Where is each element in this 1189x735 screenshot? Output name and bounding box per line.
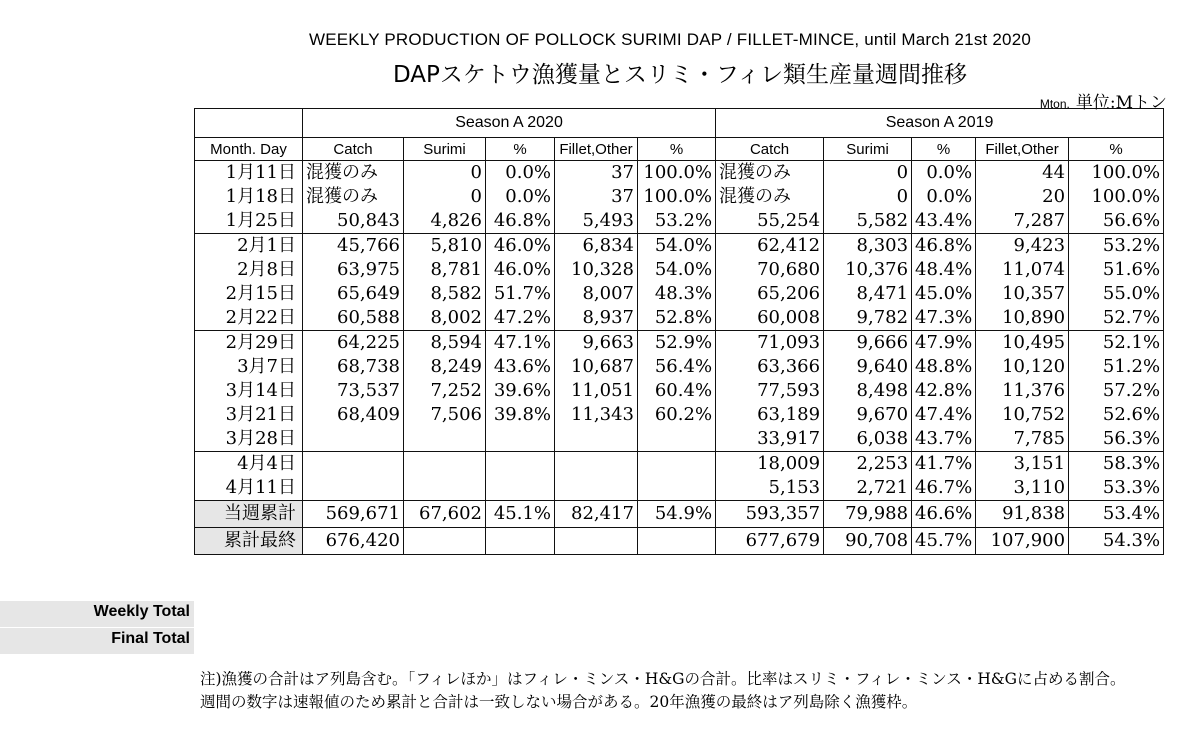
week-group — [195, 161, 1164, 234]
table-cell — [303, 427, 404, 452]
table-cell: 8,781 — [404, 258, 486, 282]
table-cell: 8,007 — [555, 282, 638, 306]
table-row — [195, 161, 1164, 186]
table-cell: 10,752 — [976, 403, 1069, 427]
date-cell: 4月11日 — [195, 476, 303, 501]
table-cell — [638, 452, 716, 477]
table-cell: 39.8% — [486, 403, 555, 427]
table-cell — [555, 476, 638, 501]
table-cell: 52.9% — [638, 331, 716, 356]
column-header: Surimi — [824, 138, 912, 161]
table-cell: 9,663 — [555, 331, 638, 356]
table-cell: 46.8% — [912, 234, 976, 259]
table-cell: 53.3% — [1069, 476, 1164, 501]
week-group — [195, 331, 1164, 452]
table-cell: 9,666 — [824, 331, 912, 356]
table-row — [195, 209, 1164, 234]
table-cell — [638, 528, 716, 555]
table-cell: 569,671 — [303, 501, 404, 528]
table-cell: 混獲のみ — [303, 161, 404, 186]
table-cell: 57.2% — [1069, 379, 1164, 403]
table-cell: 60.2% — [638, 403, 716, 427]
table-cell: 56.4% — [638, 355, 716, 379]
table-cell: 7,506 — [404, 403, 486, 427]
table-row — [195, 234, 1164, 259]
total-label: 当週累計 — [195, 501, 303, 528]
table-cell: 77,593 — [716, 379, 824, 403]
table-cell: 90,708 — [824, 528, 912, 555]
column-header: Fillet,Other — [555, 138, 638, 161]
table-cell: 11,074 — [976, 258, 1069, 282]
table-cell: 64,225 — [303, 331, 404, 356]
table-cell: 55.0% — [1069, 282, 1164, 306]
table-cell: 47.1% — [486, 331, 555, 356]
table-row — [195, 185, 1164, 209]
table-cell — [404, 476, 486, 501]
date-cell: 1月25日 — [195, 209, 303, 234]
column-header: Catch — [303, 138, 404, 161]
table-cell: 18,009 — [716, 452, 824, 477]
table-cell: 8,249 — [404, 355, 486, 379]
table-cell: 3,110 — [976, 476, 1069, 501]
table-cell: 52.8% — [638, 306, 716, 331]
table-cell: 45.7% — [912, 528, 976, 555]
total-row — [195, 501, 1164, 528]
weekly-total-label: Weekly Total — [93, 603, 190, 620]
table-cell — [486, 452, 555, 477]
table-cell: 11,051 — [555, 379, 638, 403]
table-row — [195, 282, 1164, 306]
table-cell — [404, 452, 486, 477]
season-2019-header: Season A 2019 — [716, 109, 1164, 138]
table-cell: 52.6% — [1069, 403, 1164, 427]
table-cell: 100.0% — [1069, 161, 1164, 186]
table-cell: 56.6% — [1069, 209, 1164, 234]
table-cell: 混獲のみ — [303, 185, 404, 209]
final-total-label: Final Total — [111, 630, 190, 647]
table-cell: 60,008 — [716, 306, 824, 331]
table-cell: 8,002 — [404, 306, 486, 331]
table-cell — [486, 528, 555, 555]
table-cell: 107,900 — [976, 528, 1069, 555]
table-cell: 63,189 — [716, 403, 824, 427]
table-cell: 51.7% — [486, 282, 555, 306]
table-cell: 10,495 — [976, 331, 1069, 356]
table-cell: 10,687 — [555, 355, 638, 379]
table-cell: 100.0% — [638, 185, 716, 209]
table-cell: 0 — [824, 161, 912, 186]
date-cell: 2月1日 — [195, 234, 303, 259]
table-cell: 10,376 — [824, 258, 912, 282]
table-cell: 53.4% — [1069, 501, 1164, 528]
table-cell: 676,420 — [303, 528, 404, 555]
column-header: % — [912, 138, 976, 161]
table-cell: 0.0% — [486, 185, 555, 209]
table-cell: 39.6% — [486, 379, 555, 403]
table-cell: 60.4% — [638, 379, 716, 403]
table-cell: 10,120 — [976, 355, 1069, 379]
table-cell: 677,679 — [716, 528, 824, 555]
table-cell: 46.0% — [486, 234, 555, 259]
table-cell: 48.8% — [912, 355, 976, 379]
table-cell: 65,649 — [303, 282, 404, 306]
table-row — [195, 403, 1164, 427]
table-cell: 44 — [976, 161, 1069, 186]
table-cell — [555, 528, 638, 555]
column-header: % — [486, 138, 555, 161]
column-header: % — [1069, 138, 1164, 161]
table-cell — [486, 427, 555, 452]
table-cell: 73,537 — [303, 379, 404, 403]
table-cell: 46.7% — [912, 476, 976, 501]
table-cell: 10,357 — [976, 282, 1069, 306]
column-header-row — [195, 138, 1164, 161]
table-cell: 54.9% — [638, 501, 716, 528]
table-cell: 7,252 — [404, 379, 486, 403]
table-cell: 45.1% — [486, 501, 555, 528]
table-cell: 54.0% — [638, 234, 716, 259]
table-cell: 10,890 — [976, 306, 1069, 331]
table-cell: 8,303 — [824, 234, 912, 259]
table-cell: 43.4% — [912, 209, 976, 234]
table-cell: 91,838 — [976, 501, 1069, 528]
table-cell: 0.0% — [912, 185, 976, 209]
blank-header — [195, 109, 303, 138]
date-cell: 1月18日 — [195, 185, 303, 209]
table-cell: 0 — [824, 185, 912, 209]
table-cell: 混獲のみ — [716, 185, 824, 209]
table-cell: 8,582 — [404, 282, 486, 306]
table-cell: 46.0% — [486, 258, 555, 282]
table-cell: 5,810 — [404, 234, 486, 259]
date-cell: 4月4日 — [195, 452, 303, 477]
table-cell: 51.6% — [1069, 258, 1164, 282]
table-row — [195, 355, 1164, 379]
unit-japanese: 単位:Mトン — [1075, 93, 1167, 113]
season-header-row — [195, 109, 1164, 138]
table-cell: 7,287 — [976, 209, 1069, 234]
table-cell: 5,493 — [555, 209, 638, 234]
table-row — [195, 331, 1164, 356]
table-cell: 46.6% — [912, 501, 976, 528]
table-cell: 6,834 — [555, 234, 638, 259]
table-cell: 79,988 — [824, 501, 912, 528]
note-line-2: 週間の数字は速報値のため累計と合計は一致しない場合がある。20年漁獲の最終はア列島除く漁獲枠。 — [200, 693, 918, 711]
table-cell: 10,328 — [555, 258, 638, 282]
table-cell: 41.7% — [912, 452, 976, 477]
date-cell: 3月28日 — [195, 427, 303, 452]
title-english: WEEKLY PRODUCTION OF POLLOCK SURIMI DAP / FILLET-MINCE, until March 21st 2020 — [308, 30, 1032, 49]
table-row — [195, 452, 1164, 477]
table-cell — [404, 528, 486, 555]
table-cell: 47.9% — [912, 331, 976, 356]
table-cell: 3,151 — [976, 452, 1069, 477]
column-header: Month. Day — [195, 138, 303, 161]
table-cell — [486, 476, 555, 501]
table-cell: 7,785 — [976, 427, 1069, 452]
total-row — [195, 528, 1164, 555]
table-cell: 68,409 — [303, 403, 404, 427]
table-cell: 58.3% — [1069, 452, 1164, 477]
column-header: Surimi — [404, 138, 486, 161]
table-cell: 71,093 — [716, 331, 824, 356]
table-cell: 62,412 — [716, 234, 824, 259]
date-cell: 3月14日 — [195, 379, 303, 403]
table-cell: 65,206 — [716, 282, 824, 306]
date-cell: 2月22日 — [195, 306, 303, 331]
table-cell: 8,498 — [824, 379, 912, 403]
table-cell: 11,343 — [555, 403, 638, 427]
column-header: Fillet,Other — [976, 138, 1069, 161]
table-row — [195, 306, 1164, 331]
table-cell: 63,975 — [303, 258, 404, 282]
table-cell: 48.4% — [912, 258, 976, 282]
total-label: 累計最終 — [195, 528, 303, 555]
table-cell: 37 — [555, 161, 638, 186]
date-cell: 3月21日 — [195, 403, 303, 427]
table-cell: 63,366 — [716, 355, 824, 379]
table-row — [195, 427, 1164, 452]
table-cell: 45.0% — [912, 282, 976, 306]
table-cell: 2,253 — [824, 452, 912, 477]
table-cell: 100.0% — [638, 161, 716, 186]
table-cell: 8,471 — [824, 282, 912, 306]
table-cell: 67,602 — [404, 501, 486, 528]
table-cell — [638, 427, 716, 452]
table-cell — [303, 452, 404, 477]
table-cell: 55,254 — [716, 209, 824, 234]
table-cell — [555, 452, 638, 477]
table-cell: 50,843 — [303, 209, 404, 234]
table-cell: 43.7% — [912, 427, 976, 452]
table-cell: 82,417 — [555, 501, 638, 528]
table-cell: 54.3% — [1069, 528, 1164, 555]
table-cell: 4,826 — [404, 209, 486, 234]
table-cell: 混獲のみ — [716, 161, 824, 186]
table-row — [195, 379, 1164, 403]
table-cell — [555, 427, 638, 452]
table-cell: 53.2% — [638, 209, 716, 234]
table-cell: 33,917 — [716, 427, 824, 452]
date-cell: 2月15日 — [195, 282, 303, 306]
season-2020-header: Season A 2020 — [303, 109, 716, 138]
table-cell: 43.6% — [486, 355, 555, 379]
table-cell: 0.0% — [486, 161, 555, 186]
table-cell: 53.2% — [1069, 234, 1164, 259]
table-cell — [303, 476, 404, 501]
date-cell: 2月8日 — [195, 258, 303, 282]
table-cell: 5,153 — [716, 476, 824, 501]
table-cell: 45,766 — [303, 234, 404, 259]
table-cell: 60,588 — [303, 306, 404, 331]
totals-section — [195, 501, 1164, 555]
date-cell: 3月7日 — [195, 355, 303, 379]
production-table — [194, 108, 1164, 555]
table-cell: 42.8% — [912, 379, 976, 403]
column-header: Catch — [716, 138, 824, 161]
table-cell: 47.2% — [486, 306, 555, 331]
week-group — [195, 234, 1164, 331]
table-cell: 8,937 — [555, 306, 638, 331]
table-cell: 70,680 — [716, 258, 824, 282]
table-cell: 54.0% — [638, 258, 716, 282]
table-cell: 100.0% — [1069, 185, 1164, 209]
table-cell: 9,640 — [824, 355, 912, 379]
table-cell: 8,594 — [404, 331, 486, 356]
table-cell: 9,423 — [976, 234, 1069, 259]
date-cell: 2月29日 — [195, 331, 303, 356]
table-cell: 56.3% — [1069, 427, 1164, 452]
table-cell: 48.3% — [638, 282, 716, 306]
note-line-1: 注)漁獲の合計はア列島含む。「フィレほか」はフィレ・ミンス・H&Gの合計。比率はスリミ・フィレ・ミンス・H&Gに占める割合。 — [200, 670, 1126, 688]
table-cell: 51.2% — [1069, 355, 1164, 379]
table-row — [195, 258, 1164, 282]
table-cell: 37 — [555, 185, 638, 209]
table-cell: 11,376 — [976, 379, 1069, 403]
column-header: % — [638, 138, 716, 161]
table-cell: 46.8% — [486, 209, 555, 234]
table-cell: 52.1% — [1069, 331, 1164, 356]
week-group — [195, 452, 1164, 501]
table-cell: 47.4% — [912, 403, 976, 427]
table-cell: 52.7% — [1069, 306, 1164, 331]
date-cell: 1月11日 — [195, 161, 303, 186]
table-cell — [638, 476, 716, 501]
table-cell: 0.0% — [912, 161, 976, 186]
table-cell: 20 — [976, 185, 1069, 209]
table-cell: 47.3% — [912, 306, 976, 331]
table-cell: 6,038 — [824, 427, 912, 452]
table-row — [195, 476, 1164, 501]
table-cell: 68,738 — [303, 355, 404, 379]
title-japanese: DAPスケトウ漁獲量とスリミ・フィレ類生産量週間推移 — [392, 62, 968, 88]
table-cell: 0 — [404, 185, 486, 209]
table-cell: 5,582 — [824, 209, 912, 234]
table-cell: 2,721 — [824, 476, 912, 501]
unit-english: Mton. — [1039, 97, 1070, 111]
table-cell: 0 — [404, 161, 486, 186]
table-cell: 9,670 — [824, 403, 912, 427]
table-cell: 593,357 — [716, 501, 824, 528]
table-cell — [404, 427, 486, 452]
table-cell: 9,782 — [824, 306, 912, 331]
